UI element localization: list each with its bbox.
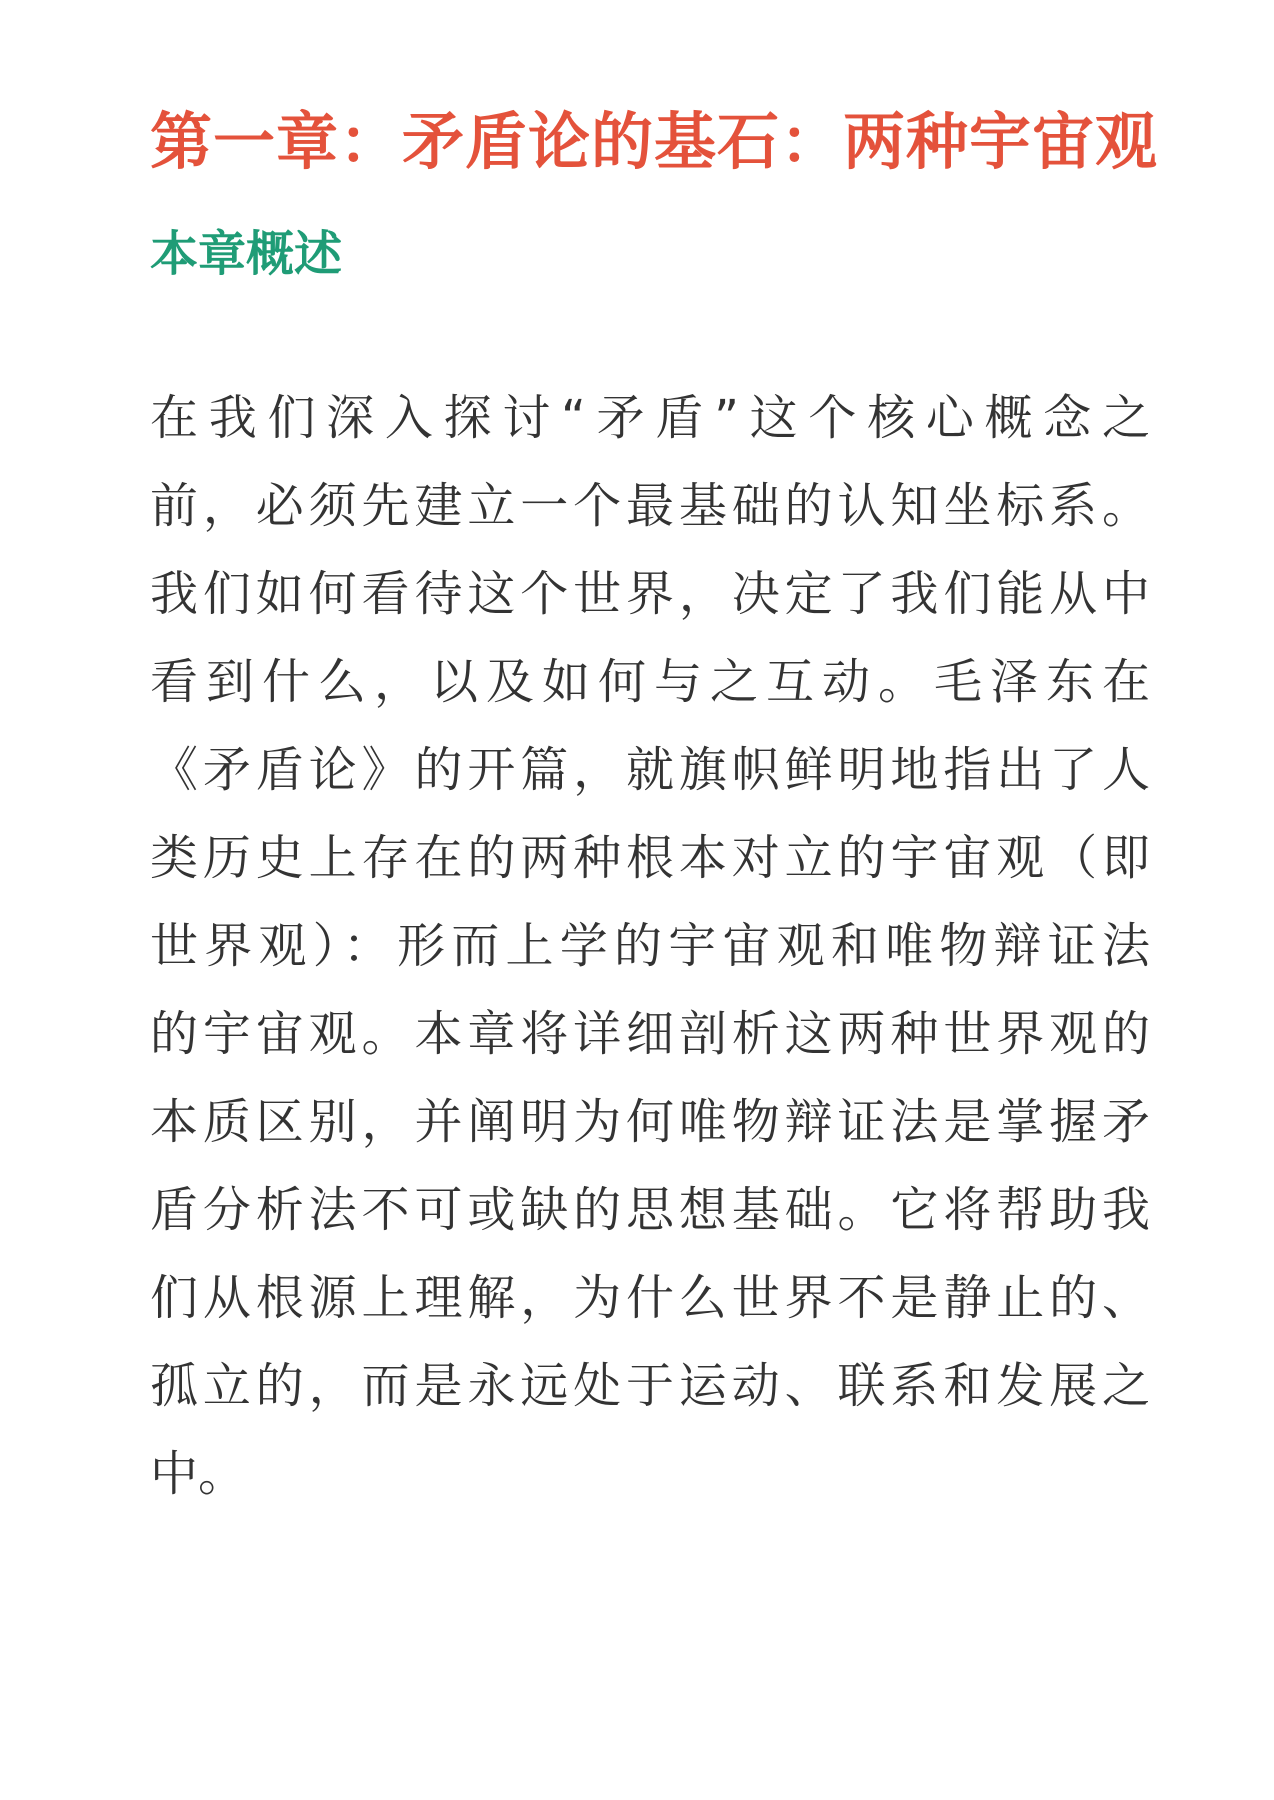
body-line: 盾分析法不可或缺的思想基础。它将帮助我 [150,1182,1150,1238]
body-line: 我们如何看待这个世界，决定了我们能从中 [150,566,1150,622]
body-paragraph [150,374,1150,1518]
body-line: 孤立的，而是永远处于运动、联系和发展之 [150,1358,1150,1414]
body-line: 看到什么，以及如何与之互动。毛泽东在 [150,654,1150,710]
chapter-title: 第一章：矛盾论的基石：两种宇宙观 [150,105,1159,178]
body-line: 《矛盾论》的开篇，就旗帜鲜明地指出了人 [150,742,1150,798]
body-line: 在我们深入探讨“矛盾”这个核心概念之 [150,390,1150,446]
section-heading: 本章概述 [150,226,343,282]
body-line: 中。 [150,1446,247,1502]
body-line: 的宇宙观。本章将详细剖析这两种世界观的 [150,1006,1150,1062]
body-line: 们从根源上理解，为什么世界不是静止的、 [150,1270,1150,1326]
body-line: 本质区别，并阐明为何唯物辩证法是掌握矛 [150,1094,1150,1150]
body-line: 类历史上存在的两种根本对立的宇宙观（即 [150,830,1150,886]
body-line: 前，必须先建立一个最基础的认知坐标系。 [150,478,1150,534]
body-line: 世界观）：形而上学的宇宙观和唯物辩证法 [150,918,1150,974]
